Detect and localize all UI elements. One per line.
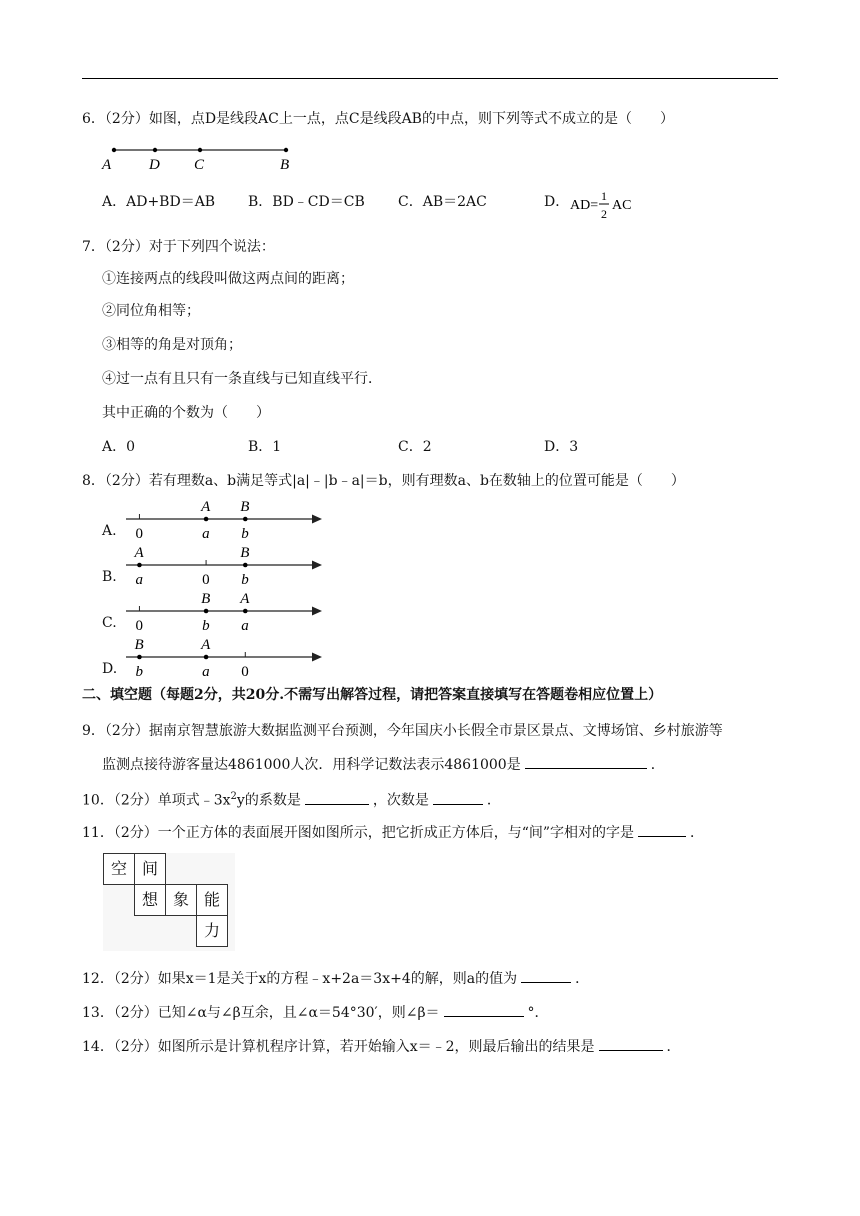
header-rule <box>82 78 778 79</box>
q8-option-label-3: D. <box>102 661 118 677</box>
point-a <box>204 655 209 660</box>
q7-item-2: ②同位角相等； <box>102 303 200 319</box>
point-name-A: A <box>240 591 250 607</box>
q6-option-c: C．AB＝2AC <box>398 194 487 210</box>
net-cell-kong: 空 <box>103 853 135 885</box>
point-name-A: A <box>201 637 211 653</box>
q6-option-d-formula <box>570 187 640 223</box>
q12-answer-blank[interactable] <box>521 968 571 983</box>
q7-option-d: D．3 <box>544 439 579 455</box>
q8-option-label-1: B. <box>102 569 117 585</box>
point-name-A: A <box>134 545 144 561</box>
value-label-0: 0 <box>135 526 143 542</box>
net-cell-xiang2: 象 <box>165 884 197 916</box>
q9-line-1: 9．（2分）据南京智慧旅游大数据监测平台预测，今年国庆小长假全市景区景点、文博场馆、乡村旅游等 <box>82 723 723 739</box>
point-a <box>204 517 209 522</box>
section-2-heading: 二、填空题（每题2分，共20分.不需写出解答过程，请把答案直接填写在答题卷相应位置上） <box>82 687 663 703</box>
q7-item-4: ④过一点有且只有一条直线与已知直线平行． <box>102 371 382 387</box>
q10-coefficient-blank[interactable] <box>305 790 369 805</box>
q8-number-line-3 <box>102 636 332 682</box>
q8-number-line-1 <box>102 544 332 590</box>
svg-text:1: 1 <box>601 189 607 203</box>
q13-text: 13．（2分）已知∠α与∠β互余，且∠α＝54°30′，则∠β＝ °． <box>82 1002 549 1022</box>
q14-answer-blank[interactable] <box>599 1036 663 1051</box>
q11-answer-blank[interactable] <box>638 822 686 837</box>
q14-text: 14．（2分）如图所示是计算机程序计算，若开始输入x＝﹣2，则最后输出的结果是 ． <box>82 1036 681 1056</box>
q8-stem: 8．（2分）若有理数a、b满足等式|a|﹣|b﹣a|＝b，则有理数a、b在数轴上的位置可能是（ ） <box>82 473 685 489</box>
q7-question: 其中正确的个数为（ ） <box>102 405 270 421</box>
q9-answer-blank[interactable] <box>525 754 647 769</box>
point-b <box>243 563 248 568</box>
point-b <box>243 517 248 522</box>
value-label-b: b <box>241 572 249 588</box>
q10-text: 10．（2分）单项式$﹣3x^2y$的系数是 ，次数是 ． <box>82 791 501 809</box>
q7-option-c: C．2 <box>398 439 432 455</box>
value-label-b: b <box>202 618 210 634</box>
q6-label-b: B <box>280 157 290 173</box>
value-label-a: a <box>241 618 249 634</box>
point-name-B: B <box>134 637 144 653</box>
q8-number-line-0 <box>102 498 332 544</box>
value-label-b: b <box>135 664 143 680</box>
value-label-0: 0 <box>135 618 143 634</box>
q6-option-b: B．BD﹣CD＝CB <box>248 194 365 210</box>
q8-number-line-2 <box>102 590 332 636</box>
q6-stem: 6．（2分）如图，点D是线段AC上一点，点C是线段AB的中点，则下列等式不成立的是（ ） <box>82 111 674 127</box>
q10-degree-blank[interactable] <box>433 790 483 805</box>
value-label-b: b <box>241 526 249 542</box>
point-b <box>204 609 209 614</box>
q8-option-label-2: C. <box>102 615 117 631</box>
svg-text:AD=: AD= <box>570 198 599 213</box>
net-cell-li: 力 <box>196 915 228 947</box>
net-cell-neng: 能 <box>196 884 228 916</box>
point-name-B: B <box>201 591 211 607</box>
q7-item-1: ①连接两点的线段叫做这两点间的距离； <box>102 271 354 287</box>
value-label-0: 0 <box>202 572 210 588</box>
value-label-a: a <box>202 526 210 542</box>
q7-option-a: A．0 <box>102 439 136 455</box>
q6-label-c: C <box>194 157 205 173</box>
q7-item-3: ③相等的角是对顶角； <box>102 337 242 353</box>
net-cell-jian: 间 <box>134 853 166 885</box>
q9-line-2: 监测点接待游客量达4861000人次．用科学记数法表示4861000是 ． <box>102 754 665 774</box>
q6-segment-figure <box>100 140 300 174</box>
svg-text:AC: AC <box>612 198 632 213</box>
q6-option-a: A．AD+BD＝AB <box>102 194 216 210</box>
q7-option-b: B．1 <box>248 439 282 455</box>
point-name-B: B <box>240 545 250 561</box>
point-a <box>243 609 248 614</box>
q8-option-label-0: A. <box>102 523 117 539</box>
point-name-A: A <box>201 499 211 515</box>
svg-text:2: 2 <box>601 207 607 221</box>
q6-option-d: D． <box>544 194 570 210</box>
value-label-0: 0 <box>241 664 249 680</box>
q6-label-a: A <box>102 157 112 173</box>
q11-text: 11．（2分）一个正方体的表面展开图如图所示，把它折成正方体后，与“间”字相对的字是 ． <box>82 822 704 842</box>
q6-label-d: D <box>149 157 160 173</box>
value-label-a: a <box>202 664 210 680</box>
net-cell-xiang: 想 <box>134 884 166 916</box>
q12-text: 12．（2分）如果x＝1是关于x的方程﹣x+2a＝3x+4的解，则a的值为 ． <box>82 968 589 988</box>
point-name-B: B <box>240 499 250 515</box>
q7-stem: 7．（2分）对于下列四个说法： <box>82 239 275 255</box>
point-b <box>137 655 142 660</box>
q13-answer-blank[interactable] <box>444 1002 524 1017</box>
point-a <box>137 563 142 568</box>
value-label-a: a <box>135 572 143 588</box>
q11-cube-net <box>103 853 235 951</box>
